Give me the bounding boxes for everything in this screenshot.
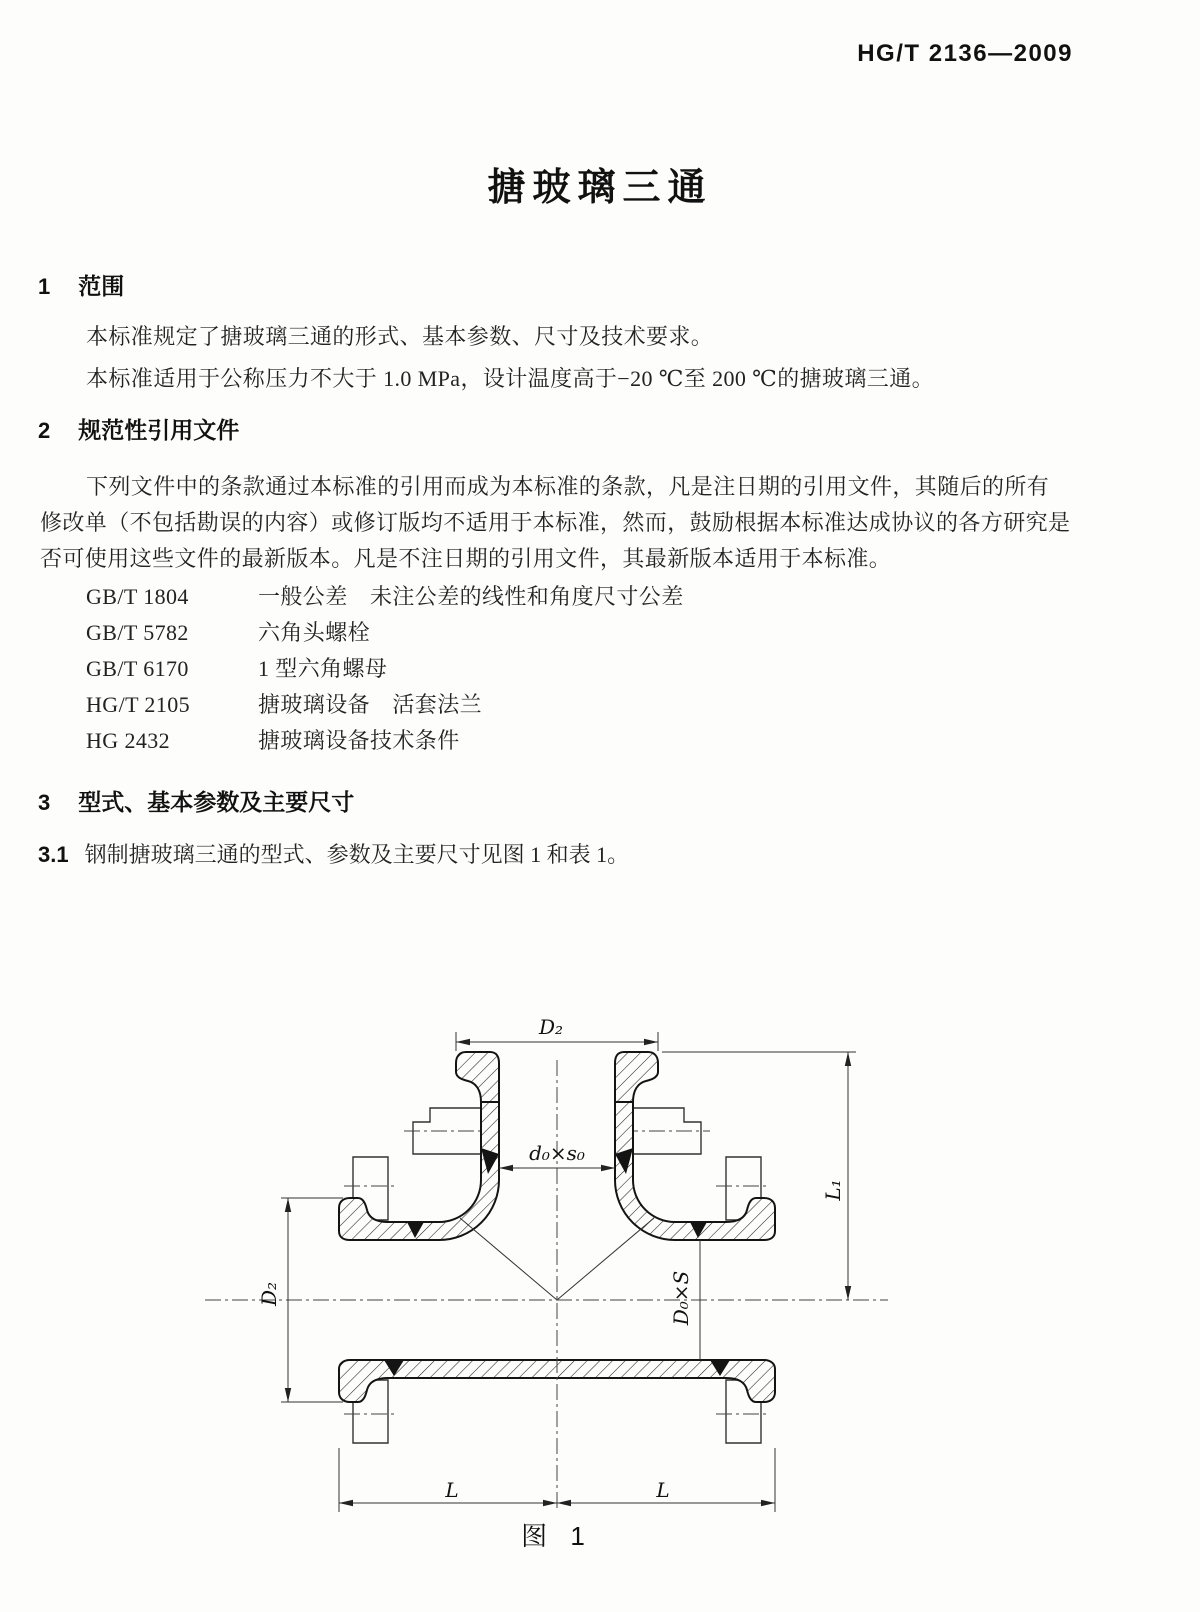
clause-3-1-number: 3.1 [38, 842, 69, 867]
reference-item [86, 688, 482, 719]
dim-label-run-flange-od: D₂ [257, 1281, 281, 1307]
dim-label-run-left-length: L [445, 1478, 459, 1502]
dim-label-branch-pipe: d₀×s₀ [529, 1141, 585, 1165]
section-1-heading-text: 范围 [78, 273, 125, 299]
dim-label-run-right-length: L [656, 1478, 670, 1502]
reference-code: HG 2432 [86, 728, 171, 753]
section-2-paragraph-line-1: 下列文件中的条款通过本标准的引用而成为本标准的条款，凡是注日期的引用文件，其随后的所有 [86, 474, 1050, 499]
reference-code: GB/T 6170 [86, 656, 189, 681]
dim-label-branch-height: L₁ [821, 1179, 845, 1201]
section-2-paragraph-line-3: 否可使用这些文件的最新版本。凡是不注日期的引用文件，其最新版本适用于本标准。 [40, 546, 892, 571]
section-3-number: 3 [38, 790, 51, 815]
section-1-paragraph-1: 本标准规定了搪玻璃三通的形式、基本参数、尺寸及技术要求。 [86, 324, 714, 349]
dim-label-run-pipe: D₀×S [669, 1270, 693, 1326]
tee-body-section [339, 1052, 775, 1402]
clause-3-1 [38, 838, 629, 869]
loose-flanges [344, 1108, 770, 1443]
reference-title: 六角头螺栓 [258, 620, 371, 645]
section-2-heading-text: 规范性引用文件 [78, 417, 240, 443]
dimension-lines [257, 1015, 856, 1512]
section-2-paragraph-line-2: 修改单（不包括勘误的内容）或修订版均不适用于本标准，然而，鼓励根据本标准达成协议的各方研究是 [40, 510, 1071, 535]
section-1-paragraph-2: 本标准适用于公称压力不大于 1.0 MPa，设计温度高于−20 ℃至 200 ℃的搪玻璃三通。 [86, 366, 934, 391]
figure-caption: 图 1 [521, 1521, 593, 1551]
reference-title: 一般公差 未注公差的线性和角度尺寸公差 [258, 584, 684, 609]
reference-item [86, 580, 684, 611]
section-3-heading [38, 784, 354, 817]
section-1-heading [38, 268, 124, 301]
reference-code: GB/T 5782 [86, 620, 189, 645]
section-1-number: 1 [38, 274, 51, 299]
section-2-heading [38, 412, 239, 445]
centerlines [205, 1060, 888, 1512]
reference-title: 搪玻璃设备技术条件 [258, 728, 460, 753]
reference-code: HG/T 2105 [86, 692, 191, 717]
page-title: 搪玻璃三通 [487, 167, 713, 209]
clause-3-1-text: 钢制搪玻璃三通的型式、参数及主要尺寸见图 1 和表 1。 [84, 842, 630, 867]
reference-item [86, 652, 387, 683]
reference-item [86, 616, 370, 647]
section-2-number: 2 [38, 418, 51, 443]
section-3-heading-text: 型式、基本参数及主要尺寸 [78, 789, 355, 815]
reference-title: 1 型六角螺母 [258, 656, 388, 681]
reference-code: GB/T 1804 [86, 584, 189, 609]
doc-number: HG/T 2136—2009 [857, 40, 1073, 67]
reference-title: 搪玻璃设备 活套法兰 [258, 692, 483, 717]
dim-label-branch-flange-od: D₂ [538, 1015, 564, 1039]
reference-item [86, 724, 460, 755]
